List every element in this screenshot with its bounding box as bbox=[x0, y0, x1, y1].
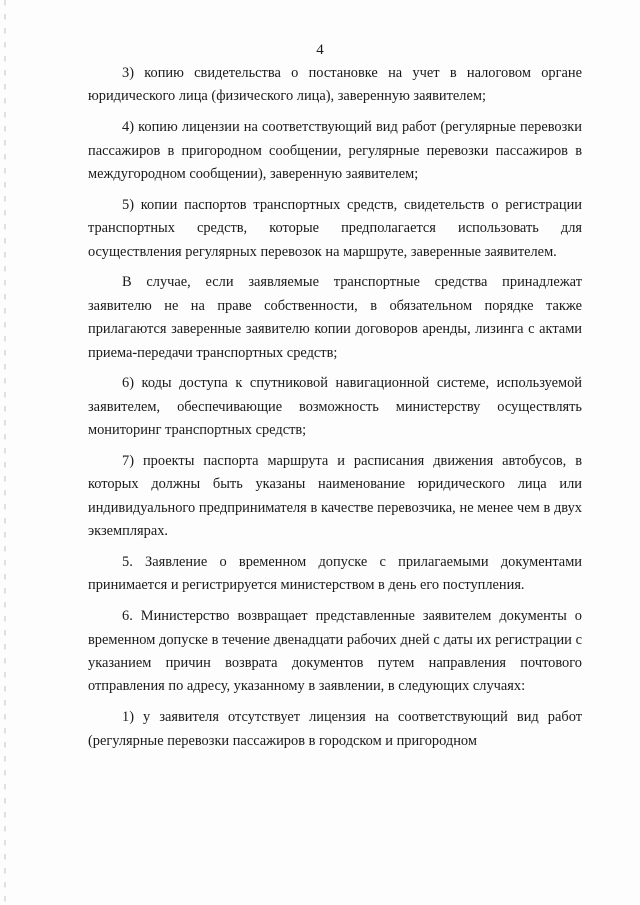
paragraph-item-3: 3) копию свидетельства о постановке на учет в налоговом органе юридического лица (физического лица), заверенную заявителем; bbox=[88, 65, 582, 105]
paragraph-return-case-1: 1) у заявителя отсутствует лицензия на соответствующий вид работ (регулярные перевозки пассажиров в городском и пригородном bbox=[88, 709, 582, 749]
paragraph-section-6: 6. Министерство возвращает представленные заявителем документы о временном допуске в течение двенадцати рабочих дней с даты их регистрации с указанием причин возврата документов путем направления почтового отправления по адресу, указанному в заявлении, в следующих случаях: bbox=[88, 608, 582, 695]
paragraph-item-7: 7) проекты паспорта маршрута и расписания движения автобусов, в которых должны быть указаны наименование юридического лица или индивидуального предпринимателя в качестве перевозчика, не менее чем в двух экземплярах. bbox=[88, 453, 582, 540]
paragraph-item-6: 6) коды доступа к спутниковой навигационной системе, используемой заявителем, обеспечивающие возможность министерству осуществлять мониторинг транспортных средств; bbox=[88, 375, 582, 439]
paragraph-item-4: 4) копию лицензии на соответствующий вид работ (регулярные перевозки пассажиров в пригородном сообщении, регулярные перевозки пассажиров в междугородном сообщении), заверенную заявителем; bbox=[88, 119, 582, 183]
page-number: 4 bbox=[316, 42, 324, 58]
paragraph-section-5: 5. Заявление о временном допуске с прилагаемыми документами принимается и регистрируется министерством в день его поступления. bbox=[88, 554, 582, 594]
paragraph-item-5: 5) копии паспортов транспортных средств, свидетельств о регистрации транспортных средств, которые предполагается использовать для осуществления регулярных перевозок на маршруте, заверенные заявителем. bbox=[88, 196, 582, 260]
paragraph-lease-note: В случае, если заявляемые транспортные средства принадлежат заявителю не на праве собственности, в обязательном порядке также прилагаются заверенные заявителю копии договоров аренды, лизинга с актами приема-передачи транспортных средств; bbox=[88, 274, 582, 361]
scan-edge-artifact bbox=[4, 0, 6, 905]
document-body bbox=[88, 62, 582, 753]
